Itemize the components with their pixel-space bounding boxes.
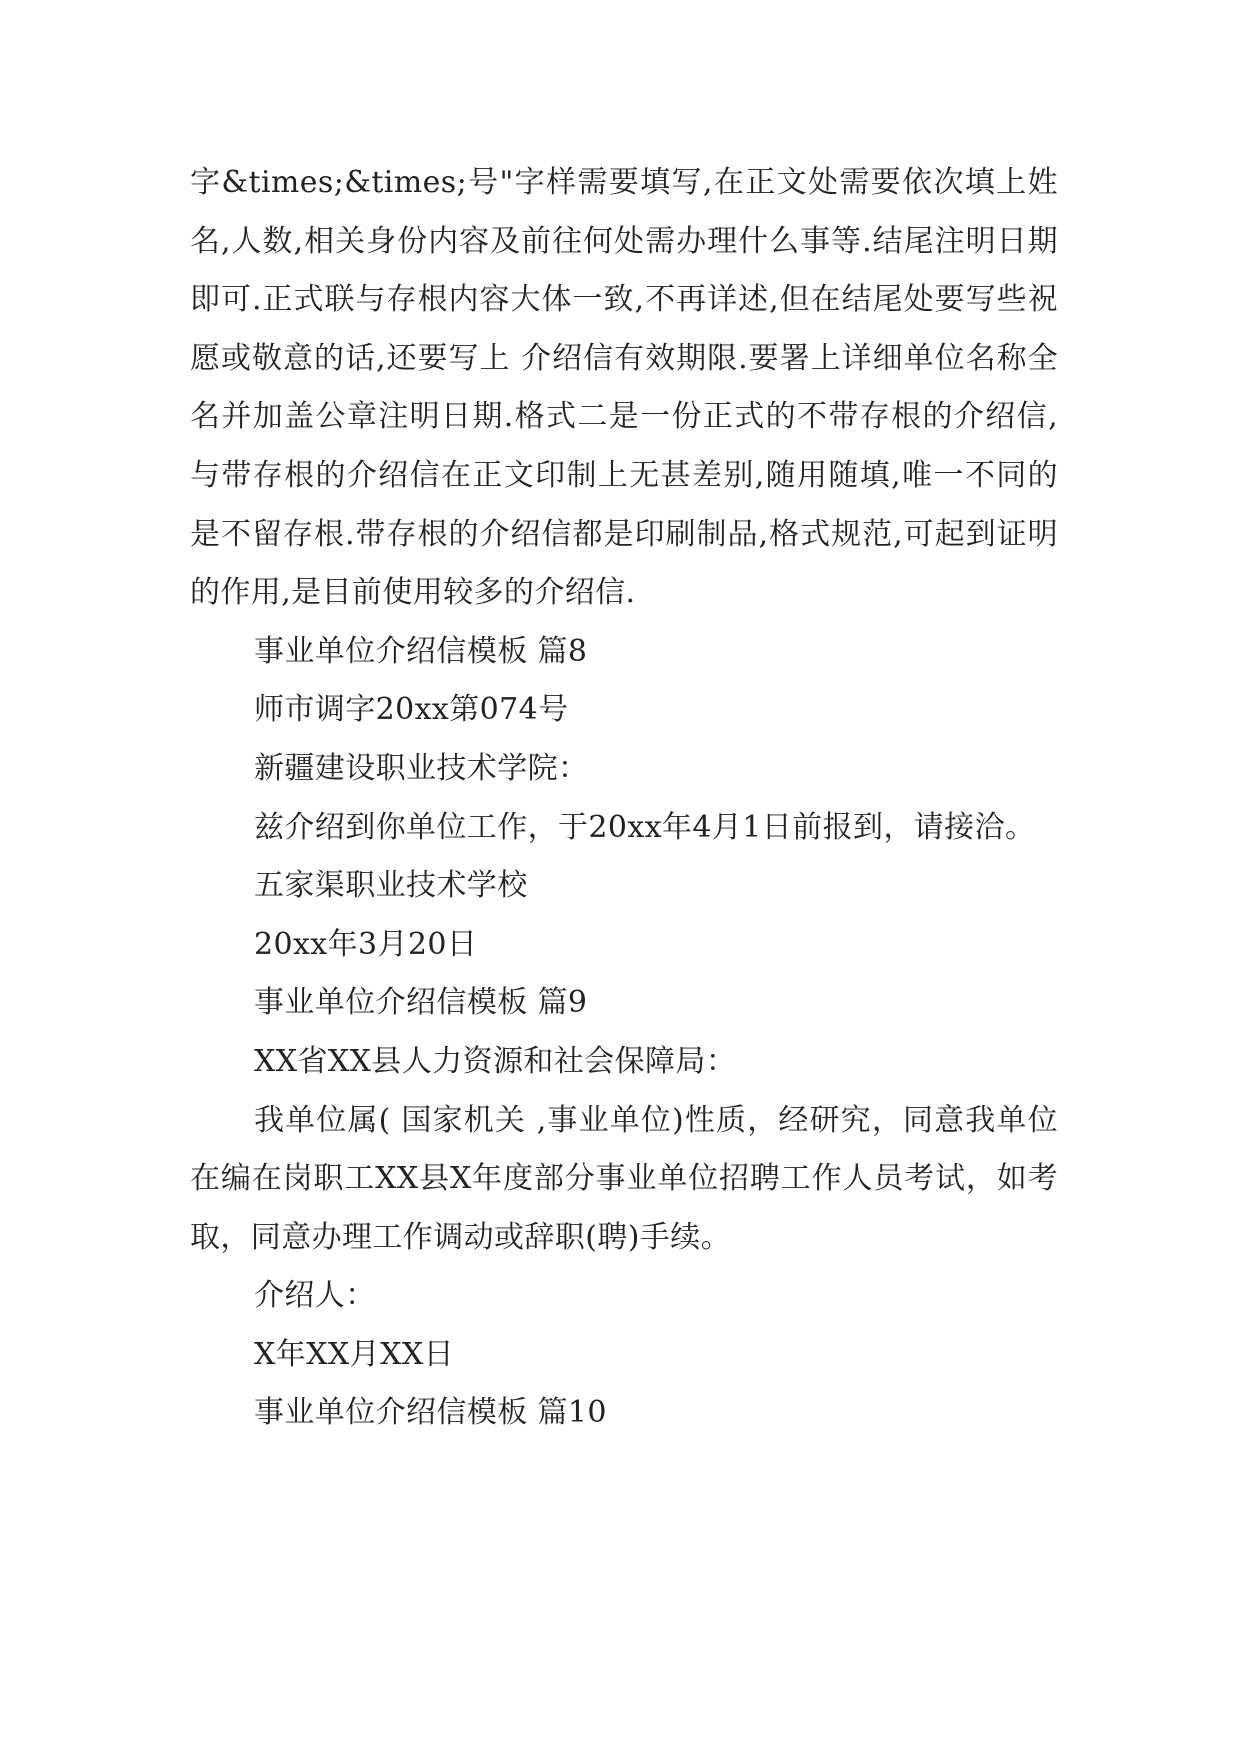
letter-recipient: 新疆建设职业技术学院： — [254, 750, 589, 786]
introducer-label: 介绍人： — [254, 1278, 376, 1314]
letter-body-2: 我单位属( 国家机关 ,事业单位)性质，经研究，同意我单位在编在岗职工XX县X年度部分事业单位招聘工作人员考试，如考取，同意办理工作调动或辞职(聘)手续。 — [190, 1102, 1058, 1255]
letter-date-2: X年XX月XX日 — [254, 1336, 454, 1372]
letter-recipient-2: XX省XX县人力资源和社会保障局： — [254, 1043, 737, 1079]
section-heading-9: 事业单位介绍信模板 篇9 — [254, 985, 588, 1021]
section-heading-8: 事业单位介绍信模板 篇8 — [254, 633, 588, 669]
paragraph-format-description: 字&times;&times;号"字样需要填写,在正文处需要依次填上姓名,人数,相关身份内容及前往何处需办理什么事等.结尾注明日期即可.正式联与存根内容大体一致,不再详述,但在结尾处要写些祝愿或敬意的话,还要写上 介绍信有效期限.要署上详细单位名称全名并加盖公章注明日期.格式二是一份正式的不带存根的介绍信,与带存根的介绍信在正文印制上无甚差别,随用随填,唯一不同的是不留存根.带存根的介绍信都是印刷制品,格式规范,可起到证明的作用,是目前使用较多的介绍信. — [190, 165, 1058, 611]
letter-sender: 五家渠职业技术学校 — [254, 868, 528, 904]
letter-reference-number: 师市调字20xx第074号 — [254, 692, 569, 728]
letter-body: 兹介绍到你单位工作，于20xx年4月1日前报到，请接洽。 — [254, 809, 1036, 845]
section-heading-10: 事业单位介绍信模板 篇10 — [254, 1395, 607, 1431]
document-body — [190, 154, 1058, 1443]
letter-date: 20xx年3月20日 — [254, 926, 478, 962]
